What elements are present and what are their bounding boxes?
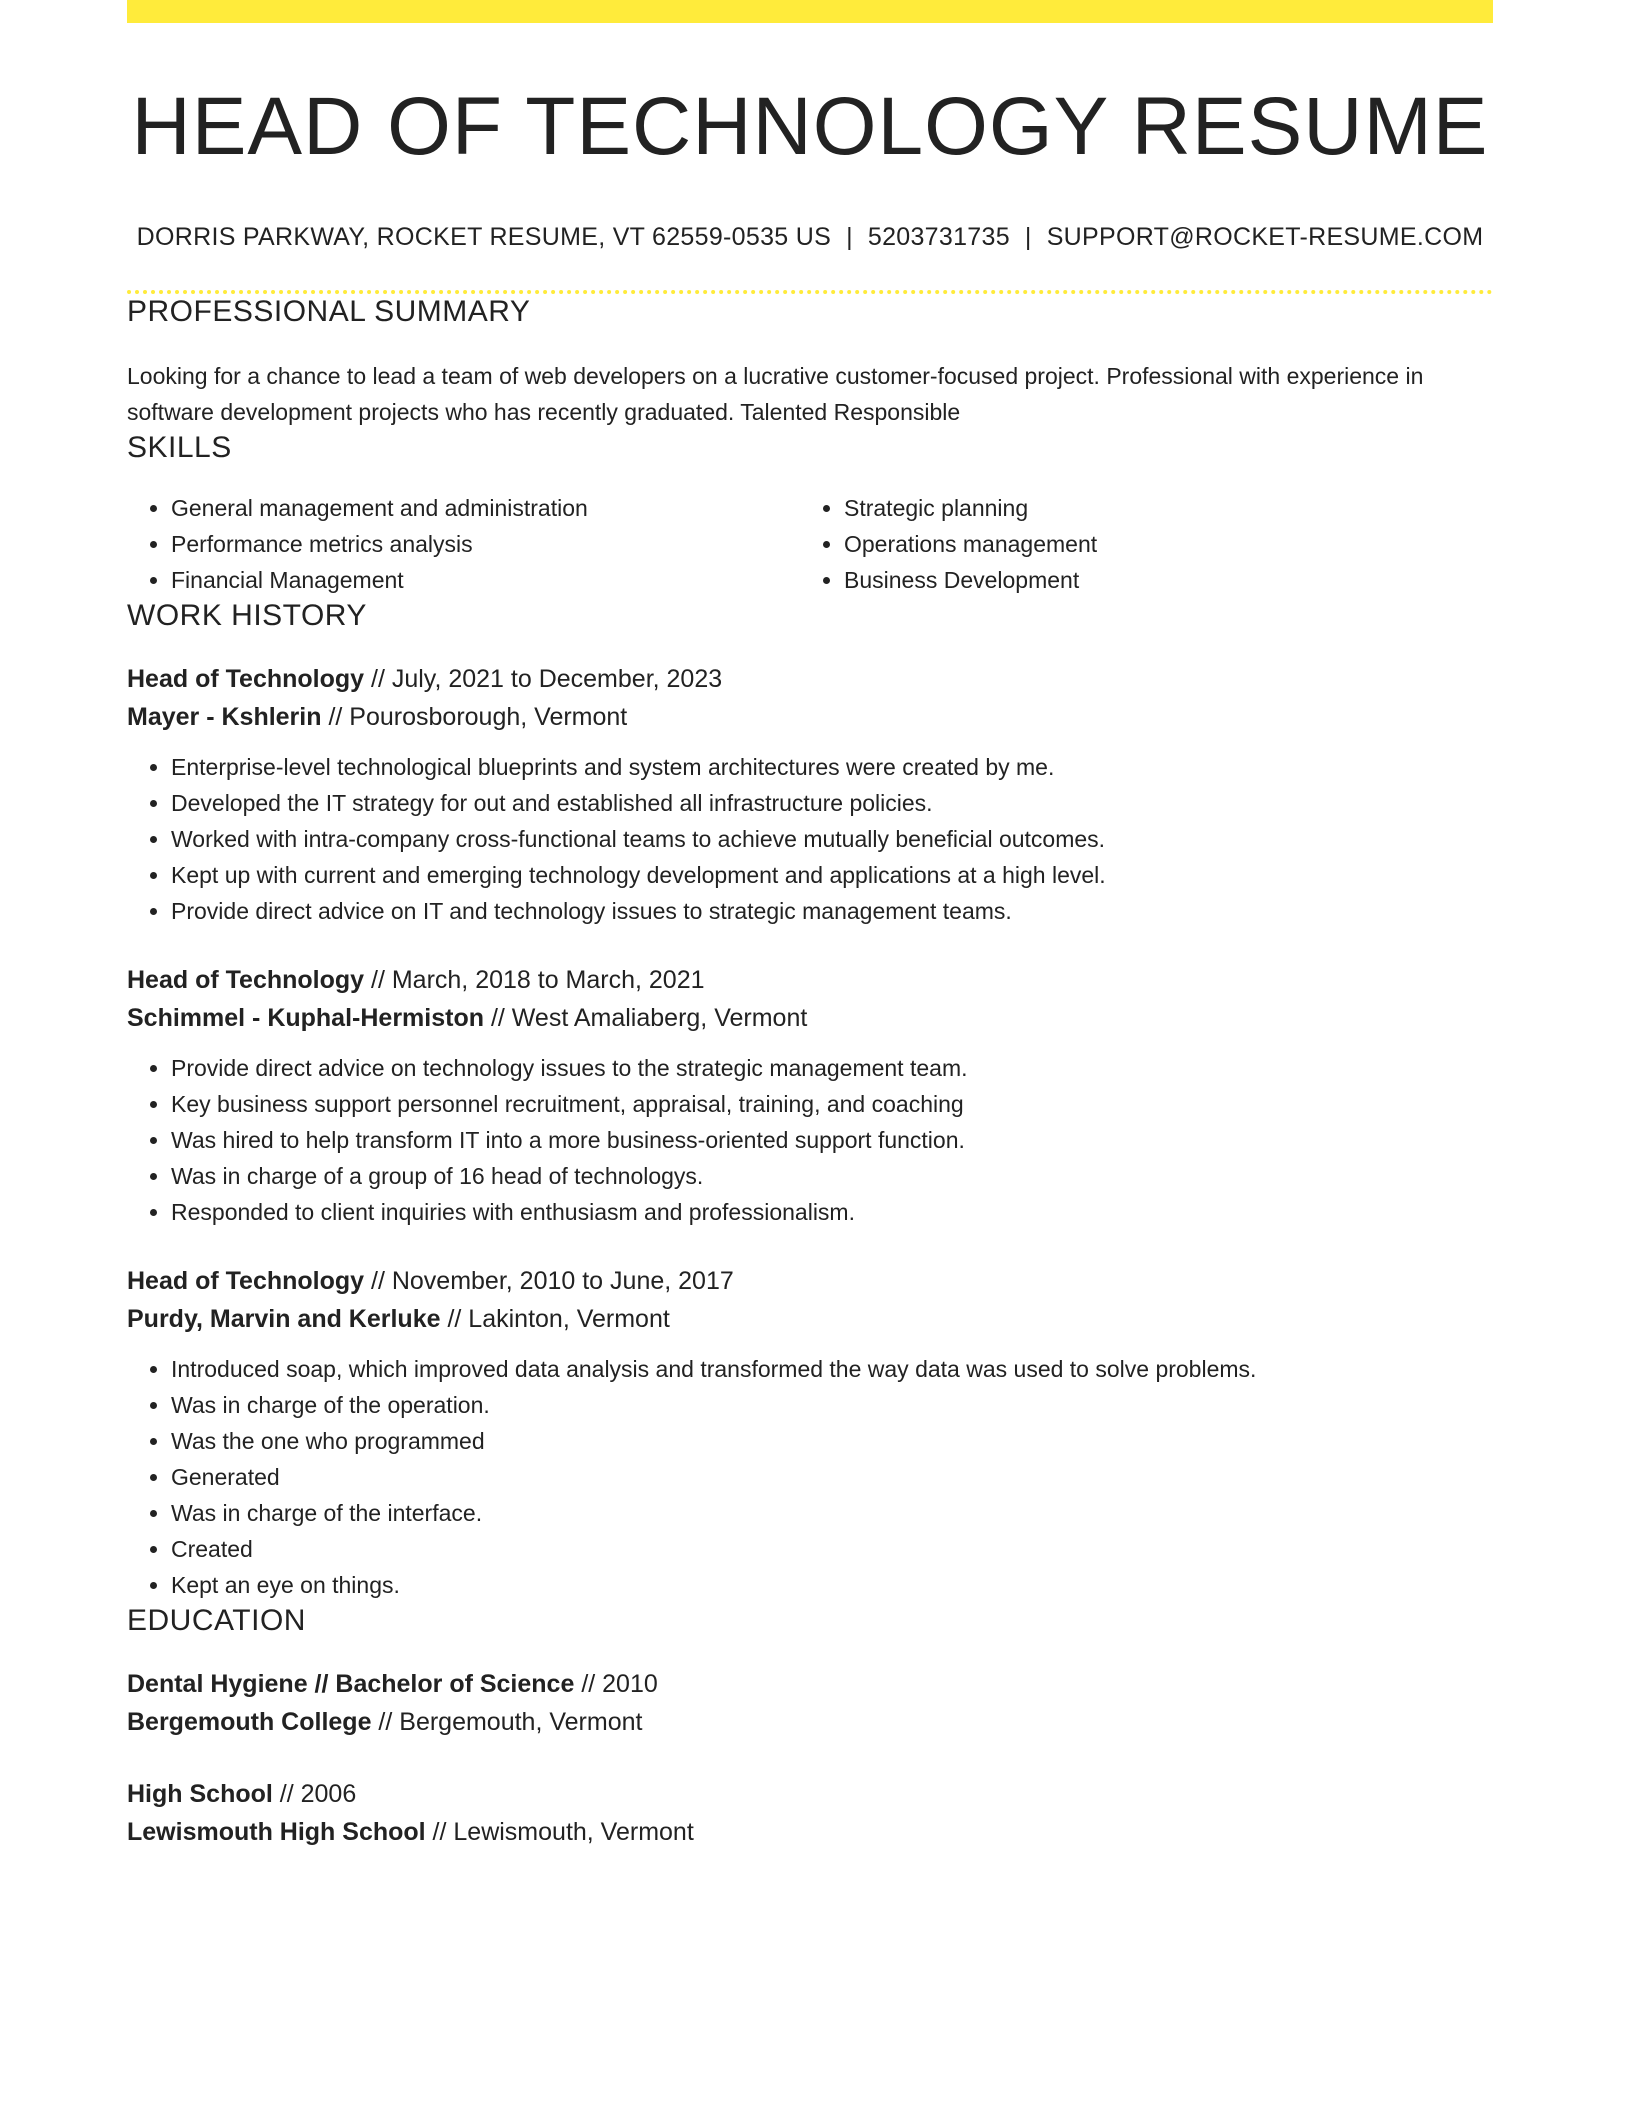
job-dates: // March, 2018 to March, 2021 — [364, 966, 705, 995]
summary-text: Looking for a chance to lead a team of web developers on a lucrative customer-focused project. Professional with experience in software development projects who has recently graduated. Talented Responsible — [127, 363, 1424, 426]
job-bullet: • Was in charge of the operation. — [171, 1387, 1493, 1423]
job-location: // West Amaliaberg, Vermont — [484, 1004, 808, 1033]
job-bullet: • Created — [171, 1531, 1493, 1567]
education-school-line — [127, 1703, 1493, 1741]
skill-item: • Performance metrics analysis — [171, 526, 800, 562]
job-location: // Lakinton, Vermont — [440, 1305, 670, 1334]
job-location: // Pourosborough, Vermont — [321, 703, 628, 732]
skill-item: • Strategic planning — [844, 490, 1473, 526]
contact-separator: | — [1024, 223, 1032, 252]
job-bullet: • Kept an eye on things. — [171, 1567, 1493, 1603]
job-company-line — [127, 698, 1493, 736]
education-year: // 2010 — [574, 1670, 658, 1699]
job-title-line — [127, 660, 1493, 698]
job-role: Head of Technology — [127, 1267, 365, 1296]
education-heading: EDUCATION — [127, 1604, 306, 1638]
job-company: Mayer - Kshlerin — [127, 703, 322, 732]
education-degree: High School — [127, 1780, 273, 1809]
job-bullet: • Introduced soap, which improved data analysis and transformed the way data was used to solve problems. — [171, 1351, 1493, 1387]
education-school: Lewismouth High School — [127, 1818, 426, 1847]
skills-grid — [127, 490, 1493, 598]
job-bullet: • Provide direct advice on IT and technology issues to strategic management teams. — [171, 893, 1493, 929]
job-title-line — [127, 961, 1493, 999]
job-company: Schimmel - Kuphal-Hermiston — [127, 1004, 484, 1033]
job-company-line — [127, 1300, 1493, 1338]
education-entry — [127, 1665, 1493, 1741]
education-year: // 2006 — [272, 1780, 357, 1809]
job-bullet: • Was the one who programmed — [171, 1423, 1493, 1459]
job-entry — [127, 1262, 1493, 1603]
job-bullet: • Developed the IT strategy for out and established all infrastructure policies. — [171, 785, 1493, 821]
resume-title: HEAD OF TECHNOLOGY RESUME — [131, 81, 1489, 172]
job-company: Purdy, Marvin and Kerluke — [127, 1305, 441, 1334]
contact-separator: | — [846, 223, 853, 252]
contact-address: DORRIS PARKWAY, ROCKET RESUME, VT 62559-0535 US — [136, 223, 832, 252]
contact-line — [127, 222, 1493, 252]
job-dates: // July, 2021 to December, 2023 — [364, 665, 723, 694]
job-bullets — [127, 1050, 1493, 1230]
job-dates: // November, 2010 to June, 2017 — [364, 1267, 734, 1296]
skills-list-left — [127, 490, 800, 598]
education-entry — [127, 1775, 1493, 1851]
job-bullet: • Responded to client inquiries with enthusiasm and professionalism. — [171, 1194, 1493, 1230]
education-degree-line — [127, 1775, 1493, 1813]
work-history-heading: WORK HISTORY — [127, 599, 367, 633]
job-bullet: • Was in charge of a group of 16 head of technologys. — [171, 1158, 1493, 1194]
education-degree-line — [127, 1665, 1493, 1703]
education-location: // Lewismouth, Vermont — [425, 1818, 694, 1847]
job-company-line — [127, 999, 1493, 1037]
education-school: Bergemouth College — [127, 1708, 372, 1737]
skills-heading: SKILLS — [127, 431, 232, 465]
job-bullets — [127, 1351, 1493, 1603]
job-role: Head of Technology — [127, 665, 365, 694]
top-accent-bar — [127, 0, 1493, 23]
skill-item: • Business Development — [844, 562, 1473, 598]
skills-list-right — [800, 490, 1473, 598]
education-degree: Dental Hygiene // Bachelor of Science — [127, 1670, 575, 1699]
skill-item: • Operations management — [844, 526, 1473, 562]
job-entry — [127, 660, 1493, 929]
contact-phone: 5203731735 — [867, 223, 1010, 252]
job-bullets — [127, 749, 1493, 929]
education-location: // Bergemouth, Vermont — [371, 1708, 643, 1737]
resume-page — [127, 0, 1493, 1851]
job-bullet: • Provide direct advice on technology issues to the strategic management team. — [171, 1050, 1493, 1086]
job-title-line — [127, 1262, 1493, 1300]
job-bullet: • Key business support personnel recruitment, appraisal, training, and coaching — [171, 1086, 1493, 1122]
skill-item: • General management and administration — [171, 490, 800, 526]
job-bullet: • Kept up with current and emerging technology development and applications at a high level. — [171, 857, 1493, 893]
summary-heading: PROFESSIONAL SUMMARY — [127, 295, 531, 329]
job-bullet: • Was hired to help transform IT into a more business-oriented support function. — [171, 1122, 1493, 1158]
skill-item: • Financial Management — [171, 562, 800, 598]
job-bullet: • Worked with intra-company cross-functional teams to achieve mutually beneficial outcomes. — [171, 821, 1493, 857]
job-bullet: • Enterprise-level technological blueprints and system architectures were created by me. — [171, 749, 1493, 785]
job-entry — [127, 961, 1493, 1230]
job-role: Head of Technology — [127, 966, 365, 995]
job-bullet: • Was in charge of the interface. — [171, 1495, 1493, 1531]
job-bullet: • Generated — [171, 1459, 1493, 1495]
contact-email: SUPPORT@ROCKET-RESUME.COM — [1046, 223, 1484, 252]
education-school-line — [127, 1813, 1493, 1851]
